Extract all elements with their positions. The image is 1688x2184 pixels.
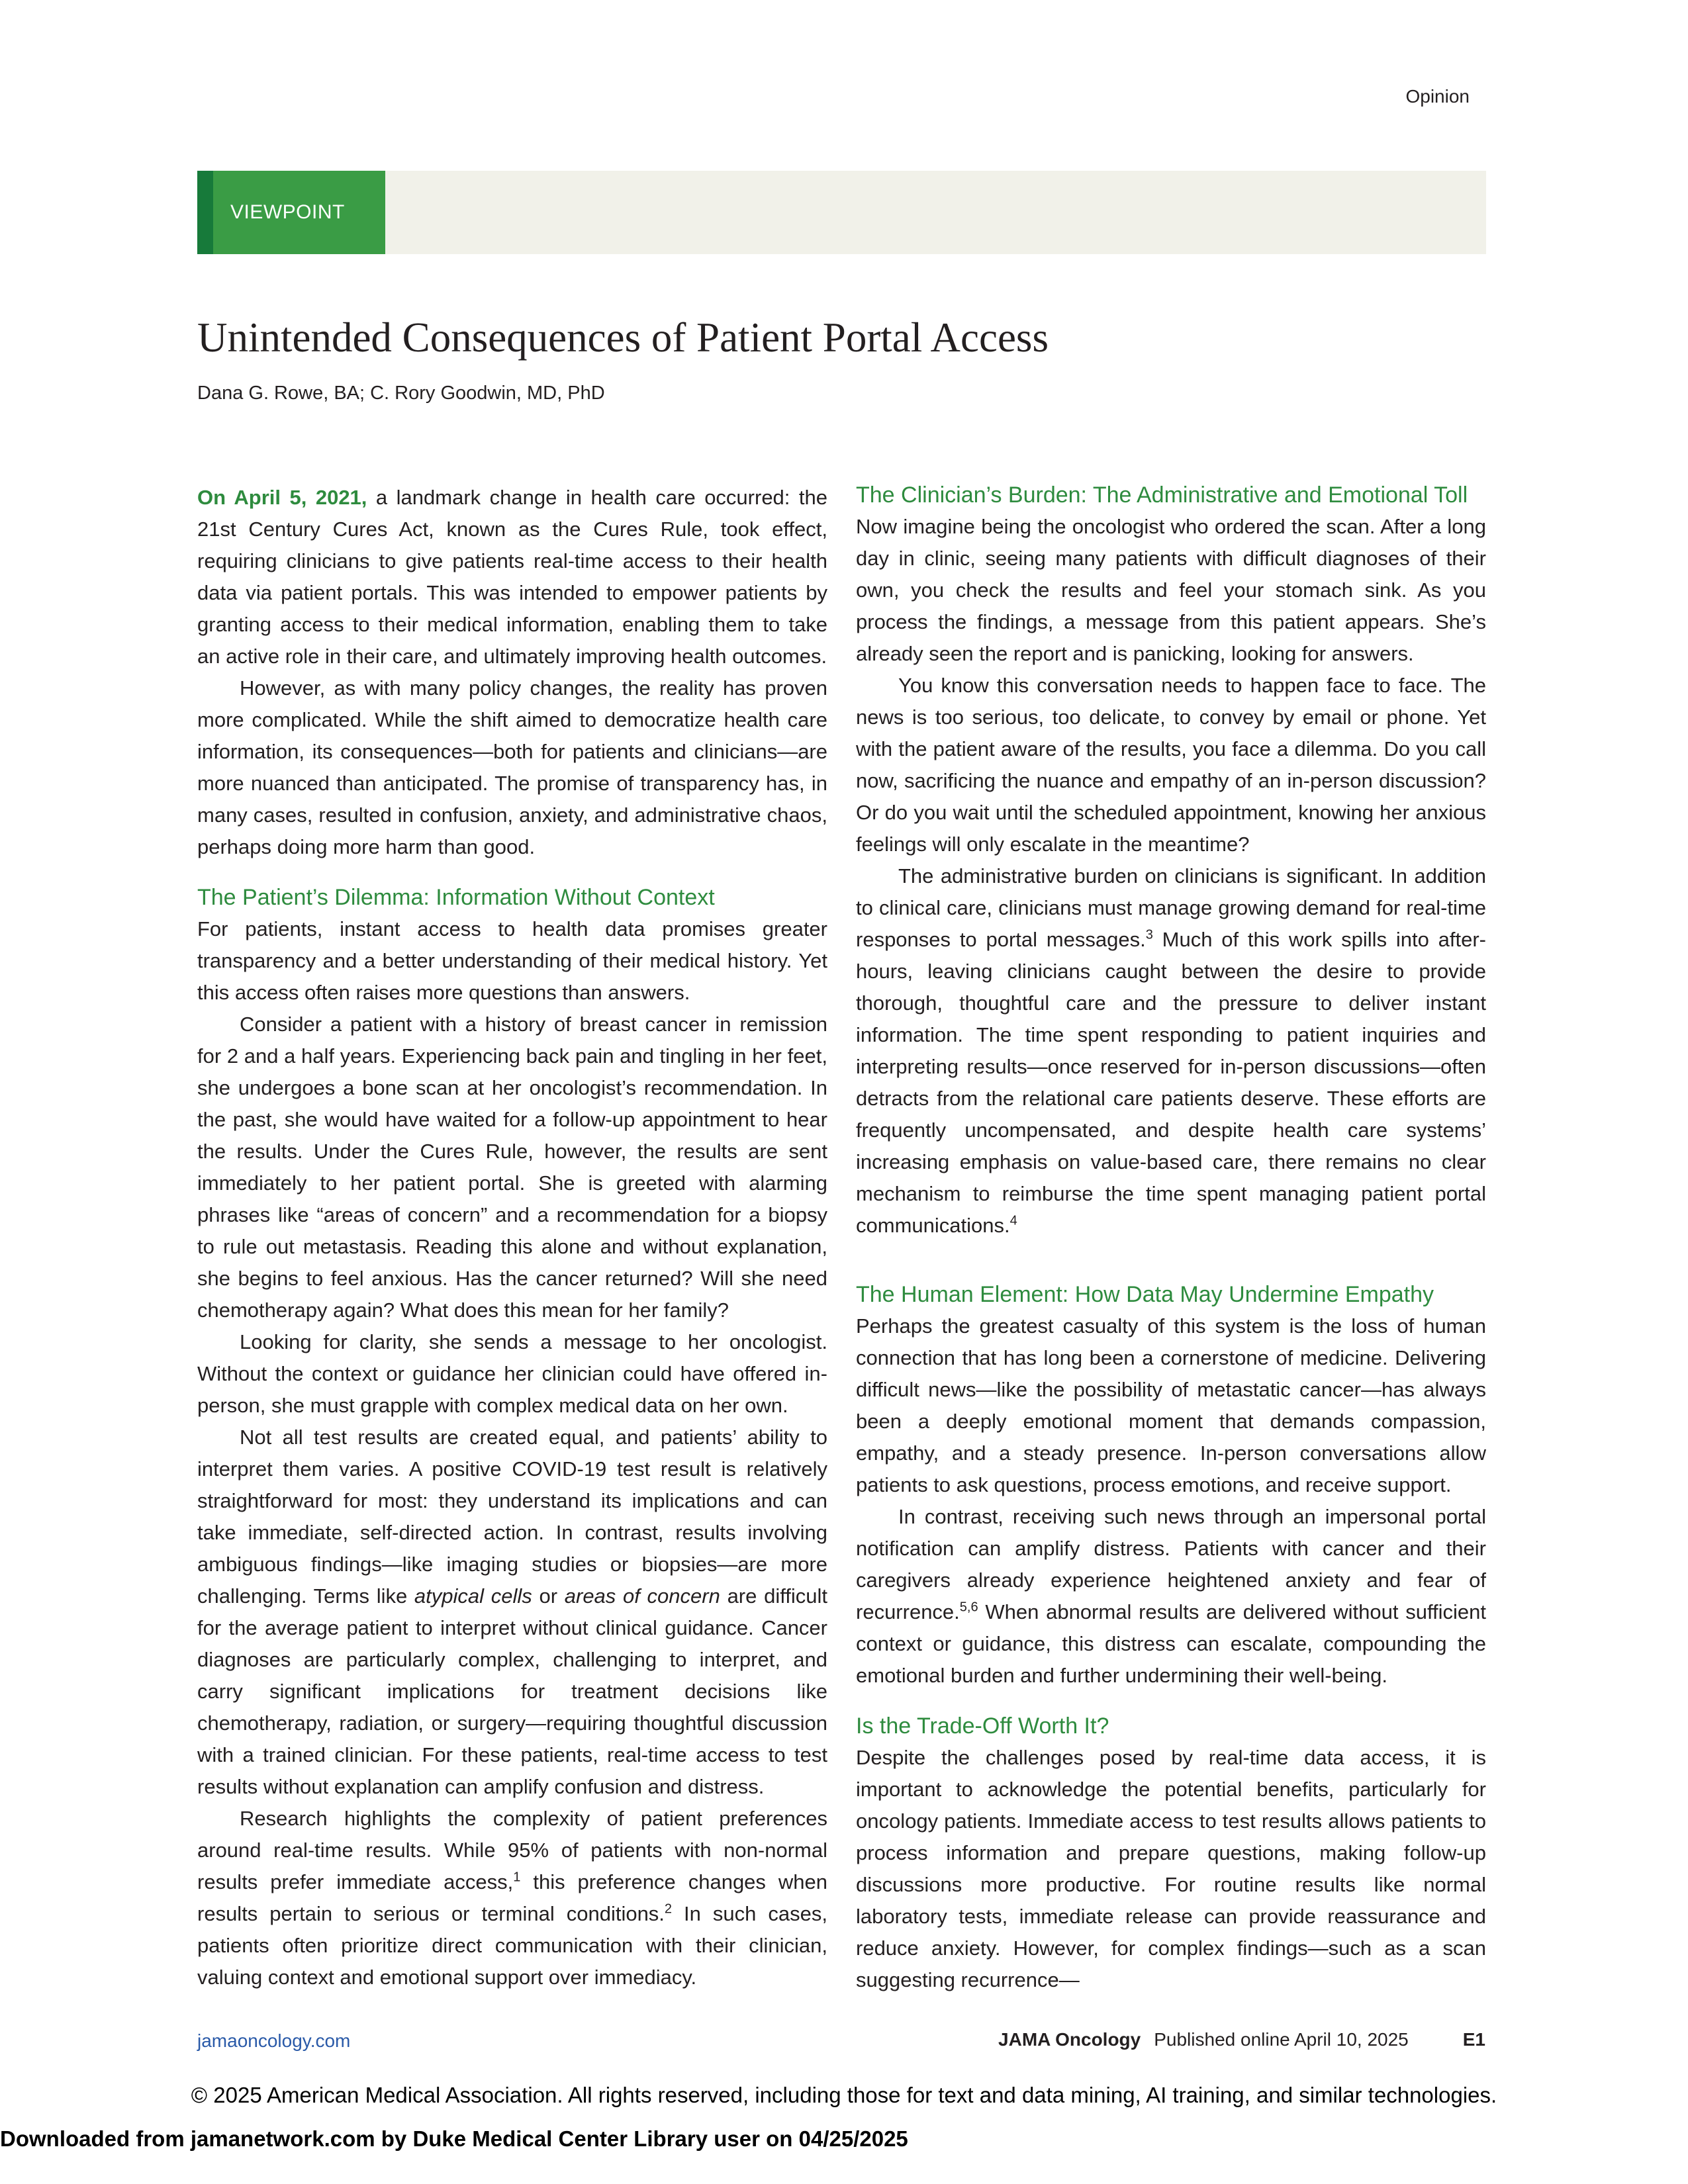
paragraph: For patients, instant access to health data promises greater transparency and a better understanding of their medical history. Yet this access often raises more questions than answers. xyxy=(197,917,827,1004)
paragraph: Looking for clarity, she sends a message to her oncologist. Without the context or guidance her clinician could have offered in-person, she must grapple with complex medical data on her own. xyxy=(197,1330,827,1417)
emphasis-term: atypical cells xyxy=(414,1584,532,1608)
paragraph xyxy=(197,482,827,672)
paragraph xyxy=(856,1501,1486,1692)
paragraph xyxy=(197,1803,827,1993)
reference-marker[interactable]: 3 xyxy=(1145,927,1153,942)
banner-stripe xyxy=(197,171,213,254)
paragraph: Now imagine being the oncologist who ordered the scan. After a long day in clinic, seeing many patients with difficult diagnoses of their own, you check the results and feel your stomach sink. As you process the findings, a message from this patient appears. She’s already seen the report and is panicking, looking for answers. xyxy=(856,515,1486,665)
download-notice: Downloaded from jamanetwork.com by Duke Medical Center Library user on 04/25/2025 xyxy=(0,2126,908,2151)
paragraph-text: or xyxy=(532,1584,565,1608)
section-heading: The Patient’s Dilemma: Information Without Context xyxy=(197,885,715,910)
article-title: Unintended Consequences of Patient Portal Access xyxy=(197,314,1049,361)
paragraph: However, as with many policy changes, the reality has proven more complicated. While the shift aimed to democratize health care information, its consequences—both for patients and clinicians—are more nuanced than anticipated. The promise of transparency has, in many cases, resulted in confusion, anxiety, and administrative chaos, perhaps doing more harm than good. xyxy=(197,676,827,858)
paragraph-text: In such cases, patients often prioritize direct communication with their clinician, valuing context and emotional support over immediacy. xyxy=(197,1902,827,1989)
journal-name: JAMA Oncology xyxy=(998,2029,1141,2050)
right-column xyxy=(856,479,1486,1996)
paragraph-text: Not all test results are created equal, and patients’ ability to interpret them varies. A positive COVID-19 test result is relatively straightforward for most: they understand its implications and can take immediate, self-directed action. In contrast, results involving ambiguous findings—like imaging studies or biopsies—are more challenging. Terms like xyxy=(197,1426,827,1608)
reference-marker[interactable]: 4 xyxy=(1009,1213,1017,1228)
page-number: E1 xyxy=(1462,2029,1485,2050)
paragraph-text: In contrast, receiving such news through an impersonal portal notification can amplify distress. Patients with cancer and their caregivers already experience heightened anxiety and fear of recurrence. xyxy=(856,1505,1486,1623)
emphasis-term: areas of concern xyxy=(564,1584,720,1608)
journal-website-link[interactable]: jamaoncology.com xyxy=(197,2030,351,2051)
paragraph xyxy=(856,860,1486,1242)
viewpoint-banner xyxy=(197,171,1486,254)
paragraph-text: this preference changes when results pertain to serious or terminal conditions. xyxy=(197,1870,827,1925)
section-heading: The Clinician’s Burden: The Administrative and Emotional Toll xyxy=(856,482,1468,508)
reference-marker[interactable]: 5,6 xyxy=(959,1600,978,1615)
paragraph: You know this conversation needs to happen face to face. The news is too serious, too delicate, to convey by email or phone. Yet with the patient aware of the results, you face a dilemma. Do you call now, sacrificing the nuance and empathy of an in-person discussion? Or do you wait until the scheduled appointment, knowing her anxious feelings will only escalate in the meantime? xyxy=(856,674,1486,856)
copyright-notice: © 2025 American Medical Association. All rights reserved, including those for text and data mining, AI training, and similar technologies. xyxy=(191,2083,1497,2107)
section-heading: The Human Element: How Data May Undermine Empathy xyxy=(856,1282,1434,1307)
lead-in-date: On April 5, 2021, xyxy=(197,486,367,509)
paragraph-text: The administrative burden on clinicians is significant. In addition to clinical care, clinicians must manage growing demand for real-time responses to portal messages. xyxy=(856,864,1486,951)
section-label: Opinion xyxy=(1405,86,1470,107)
article-authors: Dana G. Rowe, BA; C. Rory Goodwin, MD, PhD xyxy=(197,383,605,404)
paragraph: Perhaps the greatest casualty of this system is the loss of human connection that has long been a cornerstone of medicine. Delivering difficult news—like the possibility of metastatic cancer—has always been a deeply emotional moment that demands compassion, empathy, and a steady presence. In-person conversations allow patients to ask questions, process emotions, and receive support. xyxy=(856,1314,1486,1496)
viewpoint-tag: VIEWPOINT xyxy=(213,171,385,254)
page-footer xyxy=(998,2029,1485,2050)
paragraph-text: a landmark change in health care occurred: the 21st Century Cures Act, known as the Cures Rule, took effect, requiring clinicians to give patients real-time access to their health data via patient portals. This was intended to empower patients by granting access to their medical information, enabling them to take an active role in their care, and ultimately improving health outcomes. xyxy=(197,486,827,668)
section-heading: Is the Trade-Off Worth It? xyxy=(856,1713,1109,1739)
paragraph-text: are difficult for the average patient to interpret without clinical guidance. Cancer diagnoses are particularly complex, challenging to interpret, and carry significant implications for treatment decisions like chemotherapy, radiation, or surgery—requiring thoughtful discussion with a trained clinician. For these patients, real-time access to test results without explanation can amplify confusion and distress. xyxy=(197,1584,827,1798)
left-column xyxy=(197,482,827,1993)
paragraph-text: When abnormal results are delivered without sufficient context or guidance, this distress can escalate, compounding the emotional burden and further undermining their well-being. xyxy=(856,1600,1486,1687)
reference-marker[interactable]: 1 xyxy=(513,1870,521,1885)
publication-date: Published online April 10, 2025 xyxy=(1154,2029,1409,2050)
paragraph xyxy=(197,1422,827,1803)
paragraph: Consider a patient with a history of breast cancer in remission for 2 and a half years. Experiencing back pain and tingling in her feet, she undergoes a bone scan at her oncologist’s recommendation. In the past, she would have waited for a follow-up appointment to hear the results. Under the Cures Rule, however, the results are sent immediately to her patient portal. She is greeted with alarming phrases like “areas of concern” and a recommendation for a biopsy to rule out metastasis. Reading this alone and without explanation, she begins to feel anxious. Has the cancer returned? Will she need chemotherapy again? What does this mean for her family? xyxy=(197,1013,827,1322)
paragraph: Despite the challenges posed by real-time data access, it is important to acknowledge the potential benefits, particularly for oncology patients. Immediate access to test results allows patients to process information and prepare questions, making follow-up discussions more productive. For routine results like normal laboratory tests, immediate release can provide reassurance and reduce anxiety. However, for complex findings—such as a scan suggesting recurrence— xyxy=(856,1746,1486,1991)
paragraph-text: Much of this work spills into after-hours, leaving clinicians caught between the desire to provide thorough, thoughtful care and the pressure to deliver instant information. The time spent responding to patient inquiries and interpreting results—once reserved for in-person discussions—often detracts from the relational care patients deserve. These efforts are frequently uncompensated, and despite health care systems’ increasing emphasis on value-based care, there remains no clear mechanism to reimburse the time spent managing patient portal communications. xyxy=(856,928,1486,1237)
reference-marker[interactable]: 2 xyxy=(664,1901,673,1917)
paragraph-text: Research highlights the complexity of patient preferences around real-time results. While 95% of patients with non-normal results prefer immediate access, xyxy=(197,1807,827,1893)
